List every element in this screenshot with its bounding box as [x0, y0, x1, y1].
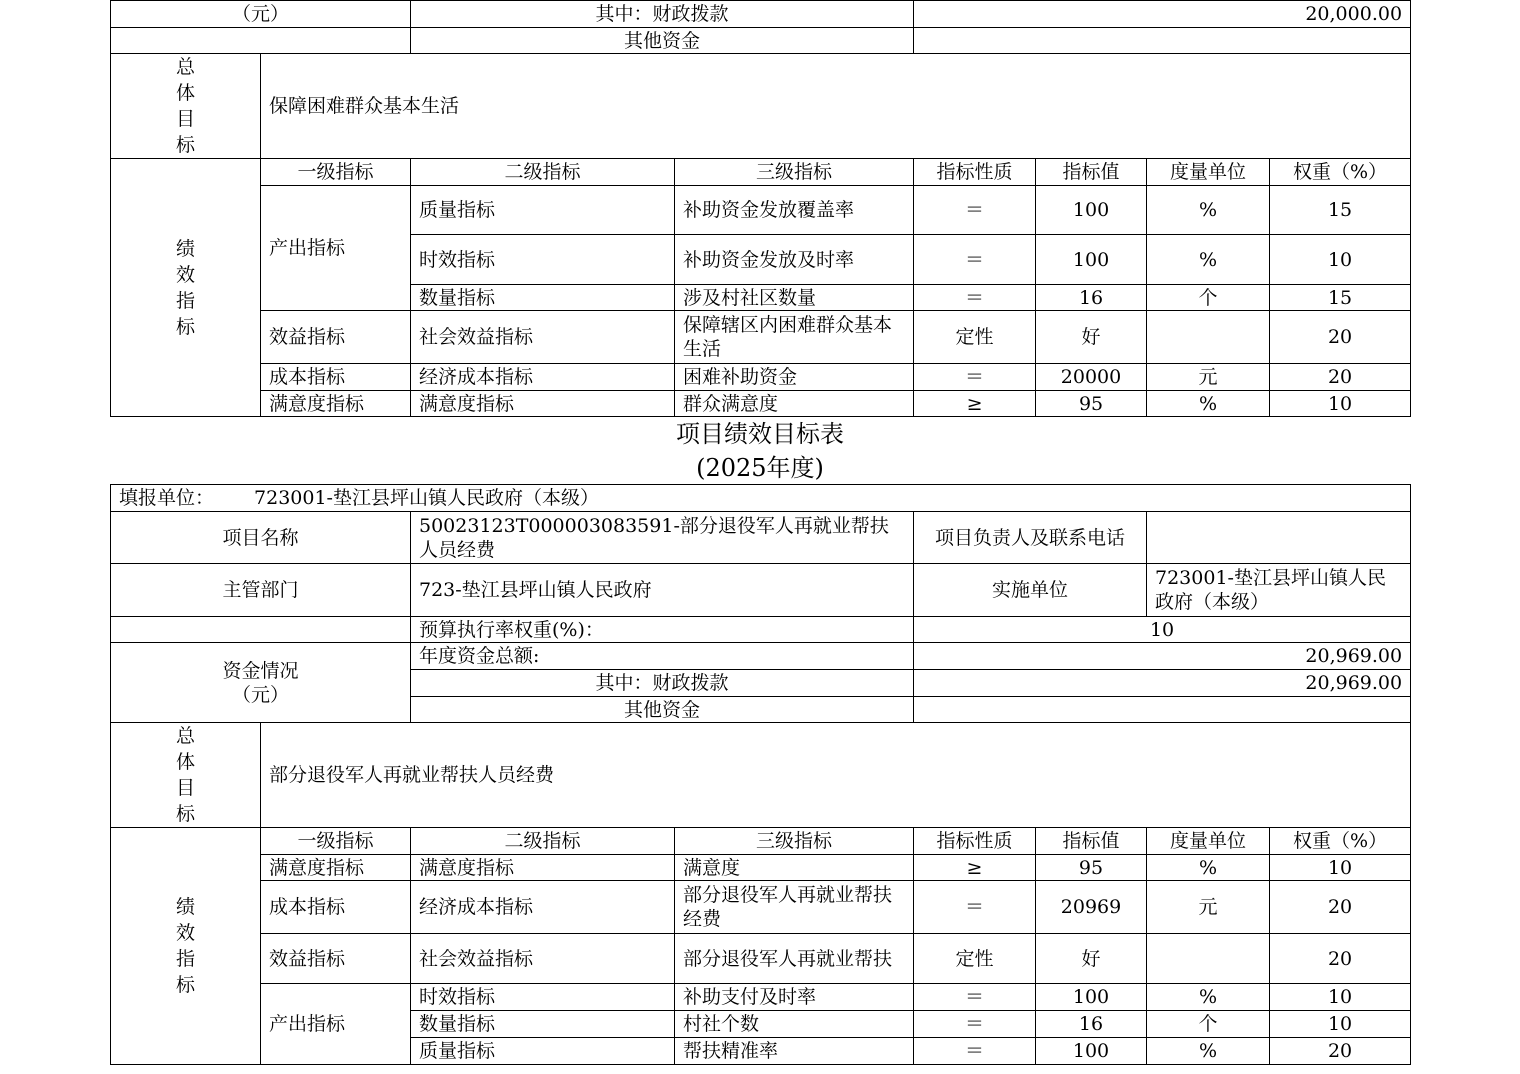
unit-cell: % [1147, 235, 1270, 285]
value-cell: 好 [1036, 311, 1147, 364]
perf-char: 标 [175, 974, 195, 996]
header-unit: 度量单位 [1147, 828, 1270, 855]
header-level1: 一级指标 [261, 159, 411, 186]
header-level3: 三级指标 [675, 828, 914, 855]
department-value: 723-垫江县坪山镇人民政府 [411, 564, 914, 617]
reporting-unit-label: 填报单位： [119, 487, 215, 509]
goal-char: 目 [175, 108, 195, 130]
fund-blank-cell [111, 28, 411, 54]
level3-cell: 村社个数 [675, 1011, 914, 1038]
level2-cell: 数量指标 [411, 1011, 675, 1038]
value-cell: 16 [1036, 285, 1147, 311]
header-value: 指标值 [1036, 159, 1147, 186]
unit-cell: 元 [1147, 364, 1270, 391]
weight-cell: 10 [1270, 235, 1411, 285]
overall-goal-label [111, 54, 261, 159]
budget-rate-value: 10 [914, 617, 1411, 643]
header-level1: 一级指标 [261, 828, 411, 855]
performance-indicator-label [111, 159, 261, 417]
level2-cell: 社会效益指标 [411, 934, 675, 984]
department-label: 主管部门 [111, 564, 411, 617]
unit-cell: % [1147, 186, 1270, 235]
level1-cell: 效益指标 [261, 311, 411, 364]
table-row [111, 881, 1411, 934]
value-cell: 好 [1036, 934, 1147, 984]
header-nature: 指标性质 [914, 159, 1036, 186]
header-nature: 指标性质 [914, 828, 1036, 855]
goal-char: 标 [175, 803, 195, 825]
value-cell: 100 [1036, 235, 1147, 285]
level2-cell: 时效指标 [411, 235, 675, 285]
level2-cell: 满意度指标 [411, 391, 675, 417]
level2-cell: 满意度指标 [411, 855, 675, 881]
weight-cell: 10 [1270, 1011, 1411, 1038]
header-level2: 二级指标 [411, 828, 675, 855]
level3-cell: 补助资金发放及时率 [675, 235, 914, 285]
level2-cell: 质量指标 [411, 186, 675, 235]
nature-cell: ≥ [914, 391, 1036, 417]
unit-cell: % [1147, 855, 1270, 881]
reporting-unit-value: 723001-垫江县坪山镇人民政府（本级） [254, 487, 599, 509]
level3-cell: 保障辖区内困难群众基本生活 [675, 311, 914, 364]
budget-rate-blank [111, 617, 411, 643]
weight-cell: 15 [1270, 186, 1411, 235]
header-unit: 度量单位 [1147, 159, 1270, 186]
nature-cell: ＝ [914, 881, 1036, 934]
project-leader-value [1147, 512, 1411, 564]
level2-cell: 数量指标 [411, 285, 675, 311]
value-cell: 100 [1036, 186, 1147, 235]
total-fund-label: 年度资金总额: [411, 643, 914, 670]
level3-cell: 困难补助资金 [675, 364, 914, 391]
total-fund-value: 20,969.00 [914, 643, 1411, 670]
header-value: 指标值 [1036, 828, 1147, 855]
weight-cell: 10 [1270, 391, 1411, 417]
fund-situation-label [111, 643, 411, 723]
perf-char: 绩 [175, 237, 195, 260]
value-cell: 95 [1036, 855, 1147, 881]
value-cell: 95 [1036, 391, 1147, 417]
nature-cell: ＝ [914, 235, 1036, 285]
nature-cell: ＝ [914, 984, 1036, 1011]
value-cell: 100 [1036, 1038, 1147, 1065]
table-row [111, 984, 1411, 1011]
goal-char: 总 [175, 56, 195, 78]
project-name-label: 项目名称 [111, 512, 411, 564]
performance-indicator-label [111, 828, 261, 1065]
weight-cell: 10 [1270, 855, 1411, 881]
level2-cell: 经济成本指标 [411, 881, 675, 934]
nature-cell: ＝ [914, 1038, 1036, 1065]
bottom-performance-table [110, 484, 1411, 1065]
header-level2: 二级指标 [411, 159, 675, 186]
level3-cell: 部分退役军人再就业帮扶经费 [675, 881, 914, 934]
nature-cell: 定性 [914, 934, 1036, 984]
level3-cell: 满意度 [675, 855, 914, 881]
level3-cell: 帮扶精准率 [675, 1038, 914, 1065]
level1-cell: 效益指标 [261, 934, 411, 984]
fiscal-label: 其中：财政拨款 [411, 1, 914, 28]
unit-cell [1147, 934, 1270, 984]
weight-cell: 20 [1270, 881, 1411, 934]
weight-cell: 10 [1270, 984, 1411, 1011]
goal-char: 体 [175, 751, 195, 773]
page-subtitle: (2025年度) [696, 454, 824, 482]
goal-char: 标 [175, 134, 195, 156]
fiscal-value: 20,000.00 [914, 1, 1411, 28]
fund-unit: （元） [231, 683, 289, 706]
other-fund-label: 其他资金 [411, 28, 914, 54]
value-cell: 20000 [1036, 364, 1147, 391]
project-leader-label: 项目负责人及联系电话 [914, 512, 1147, 564]
unit-cell: 个 [1147, 1011, 1270, 1038]
level1-cell: 产出指标 [261, 984, 411, 1065]
other-fund-value [914, 28, 1411, 54]
value-cell: 16 [1036, 1011, 1147, 1038]
perf-char: 指 [175, 948, 195, 970]
overall-goal-text: 部分退役军人再就业帮扶人员经费 [261, 723, 1411, 828]
budget-rate-label: 预算执行率权重(%)： [411, 617, 914, 643]
header-weight: 权重（%） [1270, 159, 1411, 186]
fund-unit-cell: （元） [111, 1, 411, 28]
level2-cell: 质量指标 [411, 1038, 675, 1065]
nature-cell: ＝ [914, 1011, 1036, 1038]
level3-cell: 部分退役军人再就业帮扶 [675, 934, 914, 984]
fund-label: 资金情况 [222, 659, 299, 682]
table-row [111, 311, 1411, 364]
goal-char: 目 [175, 777, 195, 799]
nature-cell: ＝ [914, 285, 1036, 311]
nature-cell: ＝ [914, 186, 1036, 235]
unit-cell: 元 [1147, 881, 1270, 934]
implementing-unit-label: 实施单位 [914, 564, 1147, 617]
header-level3: 三级指标 [675, 159, 914, 186]
weight-cell: 20 [1270, 1038, 1411, 1065]
nature-cell: ＝ [914, 364, 1036, 391]
level3-cell: 群众满意度 [675, 391, 914, 417]
perf-char: 效 [175, 922, 195, 944]
goal-char: 体 [175, 82, 195, 104]
unit-cell: % [1147, 984, 1270, 1011]
level1-cell: 满意度指标 [261, 391, 411, 417]
fiscal-label: 其中：财政拨款 [411, 670, 914, 697]
value-cell: 20969 [1036, 881, 1147, 934]
level2-cell: 时效指标 [411, 984, 675, 1011]
goal-char: 总 [175, 725, 195, 747]
level2-cell: 经济成本指标 [411, 364, 675, 391]
table-row [111, 855, 1411, 881]
perf-char: 效 [175, 263, 195, 286]
level3-cell: 补助资金发放覆盖率 [675, 186, 914, 235]
table-row [111, 186, 1411, 235]
unit-cell: 个 [1147, 285, 1270, 311]
perf-char: 绩 [175, 896, 195, 918]
weight-cell: 20 [1270, 934, 1411, 984]
weight-cell: 20 [1270, 364, 1411, 391]
nature-cell: 定性 [914, 311, 1036, 364]
level2-cell: 社会效益指标 [411, 311, 675, 364]
level1-cell: 满意度指标 [261, 855, 411, 881]
page-title: 项目绩效目标表 [676, 420, 844, 448]
weight-cell: 15 [1270, 285, 1411, 311]
level1-cell: 成本指标 [261, 881, 411, 934]
table-row [111, 391, 1411, 417]
implementing-unit-value: 723001-垫江县坪山镇人民政府（本级） [1147, 564, 1411, 617]
other-fund-label: 其他资金 [411, 697, 914, 723]
overall-goal-label [111, 723, 261, 828]
reporting-unit-row [111, 485, 1411, 512]
level1-cell: 产出指标 [261, 186, 411, 311]
unit-cell: % [1147, 1038, 1270, 1065]
weight-cell: 20 [1270, 311, 1411, 364]
project-name-value: 50023123T000003083591-部分退役军人再就业帮扶人员经费 [411, 512, 914, 564]
unit-cell: % [1147, 391, 1270, 417]
top-performance-table [110, 0, 1411, 417]
table-row [111, 934, 1411, 984]
level1-cell: 成本指标 [261, 364, 411, 391]
unit-cell [1147, 311, 1270, 364]
header-weight: 权重（%） [1270, 828, 1411, 855]
perf-char: 指 [175, 289, 195, 312]
overall-goal-text: 保障困难群众基本生活 [261, 54, 1411, 159]
level3-cell: 涉及村社区数量 [675, 285, 914, 311]
table-row [111, 364, 1411, 391]
level3-cell: 补助支付及时率 [675, 984, 914, 1011]
other-fund-value [914, 697, 1411, 723]
value-cell: 100 [1036, 984, 1147, 1011]
fiscal-value: 20,969.00 [914, 670, 1411, 697]
nature-cell: ≥ [914, 855, 1036, 881]
perf-char: 标 [175, 315, 195, 338]
